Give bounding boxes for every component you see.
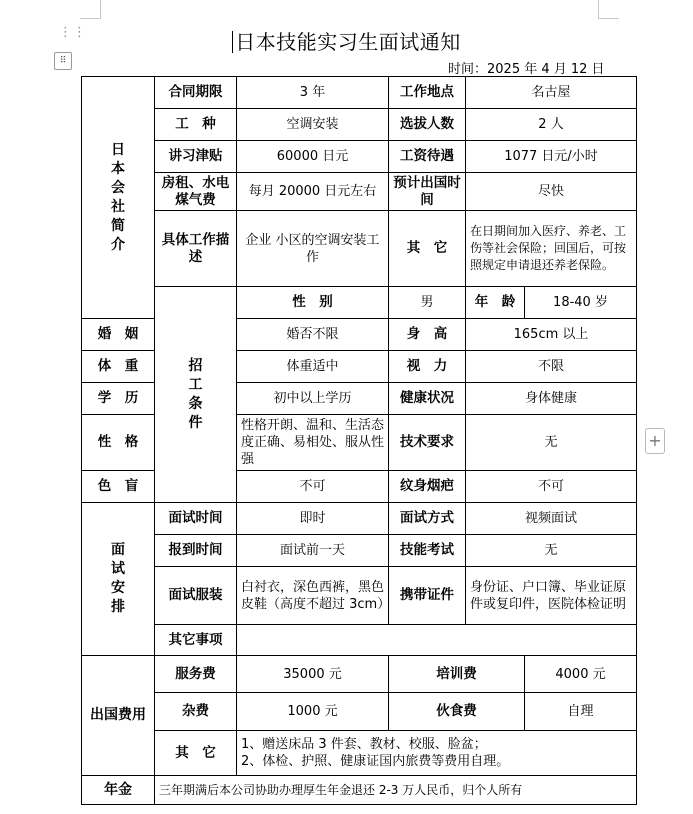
value-other[interactable]: 在日期间加入医疗、养老、工伤等社会保险；回国后，可按照规定申请退还养老保险。: [466, 211, 637, 287]
value-docs[interactable]: 身份证、户口簿、毕业证原件或复印件，医院体检证明: [466, 567, 637, 625]
table-row: [82, 567, 637, 625]
value-skill[interactable]: 无: [466, 415, 637, 471]
value-interview-time[interactable]: 即时: [237, 503, 389, 535]
value-report-time[interactable]: 面试前一天: [237, 535, 389, 567]
value-height[interactable]: 165cm 以上: [466, 319, 637, 351]
label-dress: 面试服装: [155, 567, 237, 625]
label-location: 工作地点: [389, 77, 466, 109]
label-skill-exam: 技能考试: [389, 535, 466, 567]
interview-notice-table: [81, 76, 637, 805]
table-row: [82, 776, 637, 805]
label-fee-other: 其 它: [155, 731, 237, 776]
table-row: [82, 625, 637, 656]
drag-handle-icon[interactable]: ⋮⋮: [59, 25, 87, 40]
label-health: 健康状况: [389, 383, 466, 415]
value-education[interactable]: 初中以上学历: [237, 383, 389, 415]
label-contract: 合同期限: [155, 77, 237, 109]
text-cursor: [232, 31, 233, 53]
label-misc-fee: 杂费: [155, 693, 237, 731]
table-row: [82, 77, 637, 109]
value-count[interactable]: 2 人: [466, 109, 637, 141]
value-wage[interactable]: 1077 日元/小时: [466, 141, 637, 173]
label-marriage: 婚 姻: [82, 319, 155, 351]
label-education: 学 历: [82, 383, 155, 415]
value-marriage[interactable]: 婚否不限: [237, 319, 389, 351]
value-interview-method[interactable]: 视频面试: [466, 503, 637, 535]
notice-date: 时间：2025 年 4 月 12 日: [448, 62, 605, 77]
section-label-pension: 年金: [82, 776, 155, 805]
fee-other-line-2: 2、体检、护照、健康证国内旅费等费用自理。: [241, 754, 510, 769]
add-column-button[interactable]: +: [645, 428, 665, 454]
value-personality[interactable]: 性格开朗、温和、生活态度正确、易相处、服从性强: [237, 415, 389, 471]
value-pension[interactable]: 三年期满后本公司协助办理厚生年金退还 2-3 万人民币，归个人所有: [155, 776, 637, 805]
value-colorblind[interactable]: 不可: [237, 471, 389, 503]
value-desc[interactable]: 企业 小区的空调安装工作: [237, 211, 389, 287]
value-age[interactable]: 18-40 岁: [525, 287, 637, 319]
label-misc-matters: 其它事项: [155, 625, 237, 656]
table-row: [82, 287, 637, 319]
page-corner-mark-left: [80, 0, 101, 19]
label-other: 其 它: [389, 211, 466, 287]
value-training-fee[interactable]: 4000 元: [525, 656, 637, 693]
table-row: [82, 211, 637, 287]
table-row: [82, 173, 637, 211]
value-contract[interactable]: 3 年: [237, 77, 389, 109]
value-departure[interactable]: 尽快: [466, 173, 637, 211]
label-desc: 具体工作描述: [155, 211, 237, 287]
label-vision: 视 力: [389, 351, 466, 383]
value-job[interactable]: 空调安装: [237, 109, 389, 141]
value-location[interactable]: 名古屋: [466, 77, 637, 109]
value-dress[interactable]: 白衬衣，深色西裤，黑色皮鞋（高度不超过 3cm）: [237, 567, 389, 625]
label-age: 年 龄: [466, 287, 525, 319]
label-interview-time: 面试时间: [155, 503, 237, 535]
table-move-handle-icon[interactable]: ⠿: [54, 52, 72, 70]
value-meal-fee[interactable]: 自理: [525, 693, 637, 731]
value-misc-matters[interactable]: [237, 625, 637, 656]
label-training-fee: 培训费: [389, 656, 525, 693]
label-interview-method: 面试方式: [389, 503, 466, 535]
table-row: [82, 535, 637, 567]
table-row: [82, 141, 637, 173]
value-vision[interactable]: 不限: [466, 351, 637, 383]
table-row: [82, 656, 637, 693]
label-height: 身 高: [389, 319, 466, 351]
value-fee-other[interactable]: [237, 731, 637, 776]
value-service-fee[interactable]: 35000 元: [237, 656, 389, 693]
value-tattoo[interactable]: 不可: [466, 471, 637, 503]
section-label-fees: 出国费用: [82, 656, 155, 776]
fee-other-line-1: 1、赠送床品 3 件套、教材、校服、脸盆；: [241, 737, 487, 752]
value-gender[interactable]: 男: [389, 287, 466, 319]
value-weight[interactable]: 体重适中: [237, 351, 389, 383]
label-service-fee: 服务费: [155, 656, 237, 693]
label-gender: 性 别: [237, 287, 389, 319]
label-skill: 技术要求: [389, 415, 466, 471]
table-row: [82, 693, 637, 731]
table-row: [82, 109, 637, 141]
label-colorblind: 色 盲: [82, 471, 155, 503]
label-departure: 预计出国时间: [389, 173, 466, 211]
table-row: [82, 503, 637, 535]
label-personality: 性 格: [82, 415, 155, 471]
value-health[interactable]: 身体健康: [466, 383, 637, 415]
value-rent[interactable]: 每月 20000 日元左右: [237, 173, 389, 211]
document-title: 日本技能实习生面试通知: [235, 30, 461, 54]
value-skill-exam[interactable]: 无: [466, 535, 637, 567]
page-corner-mark-right: [598, 0, 619, 19]
label-tattoo: 纹身烟疤: [389, 471, 466, 503]
label-weight: 体 重: [82, 351, 155, 383]
value-allowance[interactable]: 60000 日元: [237, 141, 389, 173]
label-meal-fee: 伙食费: [389, 693, 525, 731]
label-report-time: 报到时间: [155, 535, 237, 567]
value-misc-fee[interactable]: 1000 元: [237, 693, 389, 731]
section-label-interview: 面试安排: [82, 503, 155, 656]
table-row: [82, 731, 637, 776]
label-allowance: 讲习津贴: [155, 141, 237, 173]
section-label-company: 日本会社简介: [82, 77, 155, 319]
label-count: 选拔人数: [389, 109, 466, 141]
label-docs: 携带证件: [389, 567, 466, 625]
section-label-recruit: 招工条件: [155, 287, 237, 503]
label-wage: 工资待遇: [389, 141, 466, 173]
document-title-block[interactable]: [0, 26, 693, 55]
label-rent: 房租、水电煤气费: [155, 173, 237, 211]
label-job: 工 种: [155, 109, 237, 141]
